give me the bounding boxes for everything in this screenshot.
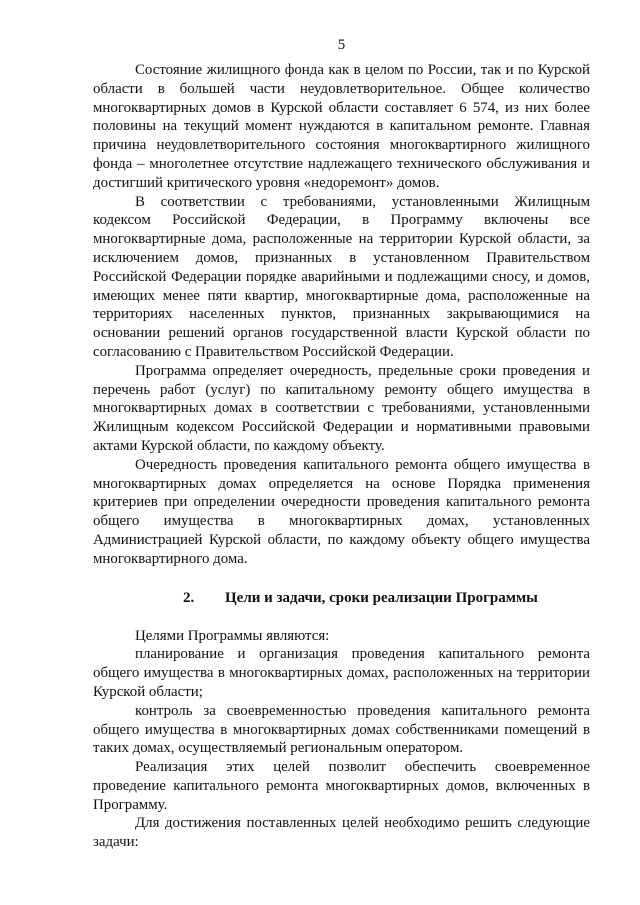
paragraph-tasks-intro: Для достижения поставленных целей необходимо решить следующие задачи:	[93, 815, 590, 851]
paragraph-goal-control: контроль за своевременностью проведения капитального ремонта общего имущества в многоквартирных домах собственниками помещений в таких домах, осуществляемый региональным оператором.	[93, 702, 590, 757]
paragraph-goals-intro: Целями Программы являются:	[135, 627, 330, 644]
page-number: 5	[337, 37, 346, 53]
paragraph-goal-planning: планирование и организация проведения капитального ремонта общего имущества в многоквартирных домах, расположенных на территории Курской области;	[93, 646, 590, 700]
paragraph-goals-outcome: Реализация этих целей позволит обеспечить своевременное проведение капитального ремонта многоквартирных домов, включенных в Программу.	[93, 759, 590, 813]
paragraph-housing-condition: Состояние жилищного фонда как в целом по России, так и по Курской области в большей части неудовлетворительное. Общее количество многоквартирных домов в Курской области составляет 6 574, из них более половины на текущий момент нуждаются в капитальном ремонте. Главная причина неудовлетворительного состояния многоквартирного жилищного фонда – многолетнее отсутствие надлежащего технического обслуживания и достигший критического уровня «недоремонт» домов.	[93, 62, 590, 191]
section-title: Цели и задачи, сроки реализации Программы	[225, 589, 538, 606]
paragraph-program-scope: В соответствии с требованиями, установленными Жилищным кодексом Российской Федерации, в Программу включены все многоквартирные дома, расположенные на территории Курской области, за исключением домов, признанных в установленном Правительством Российской Федерации порядке аварийными и подлежащими сносу, и домов, имеющих менее пяти квартир, многоквартирные дома, расположенные на территориях населенных пунктов, признанных закрывающимися на основании решений органов государственной власти Курской области по согласованию с Правительством Российской Федерации.	[93, 193, 590, 360]
paragraph-repair-order: Очередность проведения капитального ремонта общего имущества в многоквартирных домах определяется на основе Порядка применения критериев при определении очередности проведения капитального ремонта общего имущества в многоквартирных домах, установленных Администрацией Курской области, по каждому объекту общего имущества многоквартирного дома.	[93, 456, 590, 567]
section-heading	[93, 589, 590, 608]
paragraph-program-defines: Программа определяет очередность, предельные сроки проведения и перечень работ (услуг) по капитальному ремонту общего имущества в многоквартирных домах в соответствии с требованиями, установленными Жилищным кодексом Российской Федерации и нормативными правовыми актами Курской области, по каждому объекту.	[93, 362, 590, 454]
section-number: 2.	[183, 589, 195, 606]
